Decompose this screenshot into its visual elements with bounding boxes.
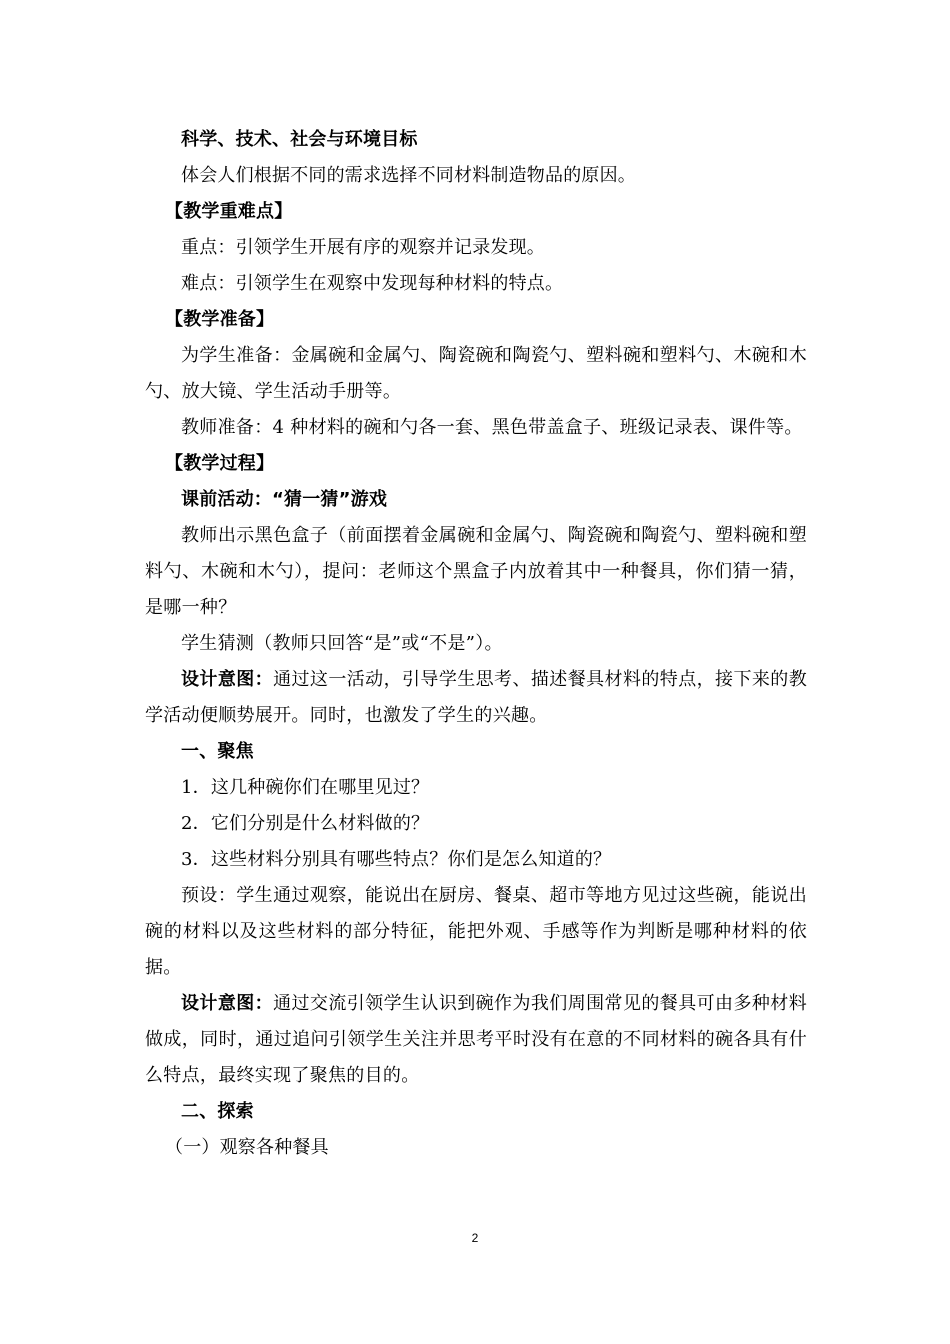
explore-subheading: （一）观察各种餐具 [165, 1137, 329, 1158]
teacher-preparation: 教师准备：4 种材料的碗和勺各一套、黑色带盖盒子、班级记录表、课件等。 [181, 417, 803, 438]
focus-design-intent [145, 986, 807, 1094]
focus-question-2: 2．它们分别是什么材料做的？ [181, 813, 430, 834]
design-intent-label: 设计意图： [181, 669, 274, 690]
focus-heading: 一、聚焦 [181, 741, 254, 762]
preparation-heading: 【教学准备】 [165, 309, 275, 330]
pre-activity-heading: 课前活动：“猜一猜”游戏 [181, 489, 388, 510]
focus-question-1: 1．这几种碗你们在哪里见过？ [181, 777, 430, 798]
science-goal-heading: 科学、技术、社会与环境目标 [181, 129, 418, 150]
focus-preset: 预设：学生通过观察，能说出在厨房、餐桌、超市等地方见过这些碗，能说出碗的材料以及这些材料的部分特征，能把外观、手感等作为判断是哪种材料的依据。 [145, 885, 807, 978]
pre-activity-design-intent [145, 662, 807, 734]
process-heading: 【教学过程】 [165, 453, 275, 474]
document-body [145, 122, 807, 1166]
key-point-focus: 重点：引领学生开展有序的观察并记录发现。 [181, 237, 545, 258]
student-guess-text: 学生猜测（教师只回答“是”或“不是”）。 [181, 633, 503, 654]
science-goal-text: 体会人们根据不同的需求选择不同材料制造物品的原因。 [181, 165, 636, 186]
pre-activity-text: 教师出示黑色盒子（前面摆着金属碗和金属勺、陶瓷碗和陶瓷勺、塑料碗和塑料勺、木碗和木勺），提问：老师这个黑盒子内放着其中一种餐具，你们猜一猜，是哪一种？ [145, 525, 807, 618]
focus-question-3: 3．这些材料分别具有哪些特点？你们是怎么知道的？ [181, 849, 612, 870]
page-number: 2 [471, 1231, 479, 1245]
design-intent-text: 通过这一活动，引导学生思考、描述餐具材料的特点，接下来的教学活动便顺势展开。同时，也激发了学生的兴趣。 [145, 669, 807, 726]
design-intent-text: 通过交流引领学生认识到碗作为我们周围常见的餐具可由多种材料做成，同时，通过追问引领学生关注并思考平时没有在意的不同材料的碗各具有什么特点，最终实现了聚焦的目的。 [145, 993, 807, 1086]
design-intent-label: 设计意图： [181, 993, 274, 1014]
key-point-difficulty: 难点：引领学生在观察中发现每种材料的特点。 [181, 273, 564, 294]
key-points-heading: 【教学重难点】 [165, 201, 293, 222]
student-preparation: 为学生准备：金属碗和金属勺、陶瓷碗和陶瓷勺、塑料碗和塑料勺、木碗和木勺、放大镜、学生活动手册等。 [145, 345, 807, 402]
explore-heading: 二、探索 [181, 1101, 254, 1122]
